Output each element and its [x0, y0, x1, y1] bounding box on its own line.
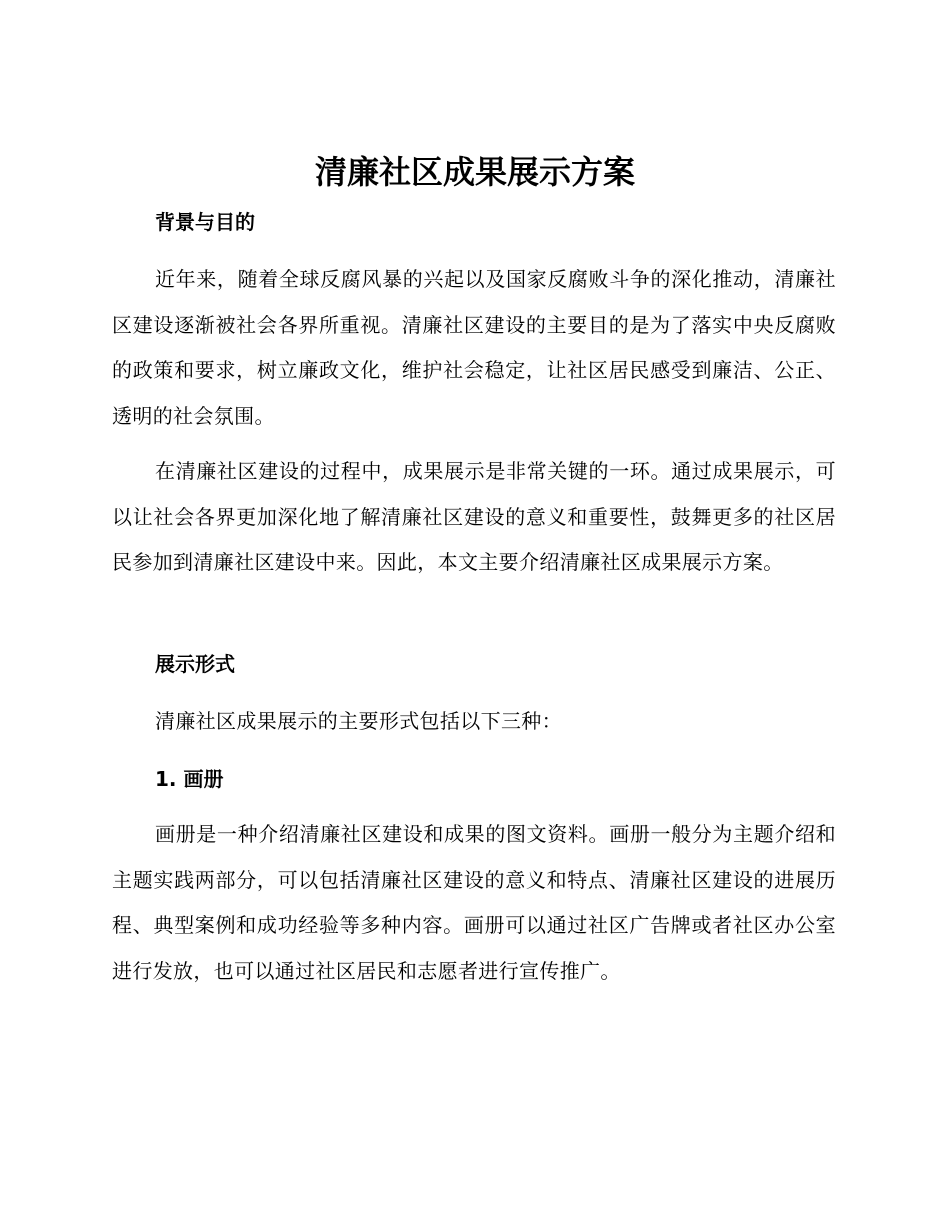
section-heading-background: 背景与目的	[155, 210, 255, 234]
document-title: 清廉社区成果展示方案	[314, 153, 635, 191]
paragraph-background-2: 在清廉社区建设的过程中，成果展示是非常关键的一环。通过成果展示，可以让社会各界更加深化地了解清廉社区建设的意义和重要性，鼓舞更多的社区居民参加到清廉社区建设中来。因此，本文主要介绍清廉社区成果展示方案。	[112, 459, 836, 574]
paragraph-album: 画册是一种介绍清廉社区建设和成果的图文资料。画册一般分为主题介绍和主题实践两部分，可以包括清廉社区建设的意义和特点、清廉社区建设的进展历程、典型案例和成功经验等多种内容。画册可以通过社区广告牌或者社区办公室进行发放，也可以通过社区居民和志愿者进行宣传推广。	[112, 822, 836, 983]
display-format-intro: 清廉社区成果展示的主要形式包括以下三种：	[155, 709, 562, 733]
section-heading-album: 1. 画册	[155, 767, 224, 791]
section-heading-display-format: 展示形式	[155, 652, 235, 676]
paragraph-background-1: 近年来，随着全球反腐风暴的兴起以及国家反腐败斗争的深化推动，清廉社区建设逐渐被社会各界所重视。清廉社区建设的主要目的是为了落实中央反腐败的政策和要求，树立廉政文化，维护社会稳定，让社区居民感受到廉洁、公正、透明的社会氛围。	[112, 267, 836, 428]
